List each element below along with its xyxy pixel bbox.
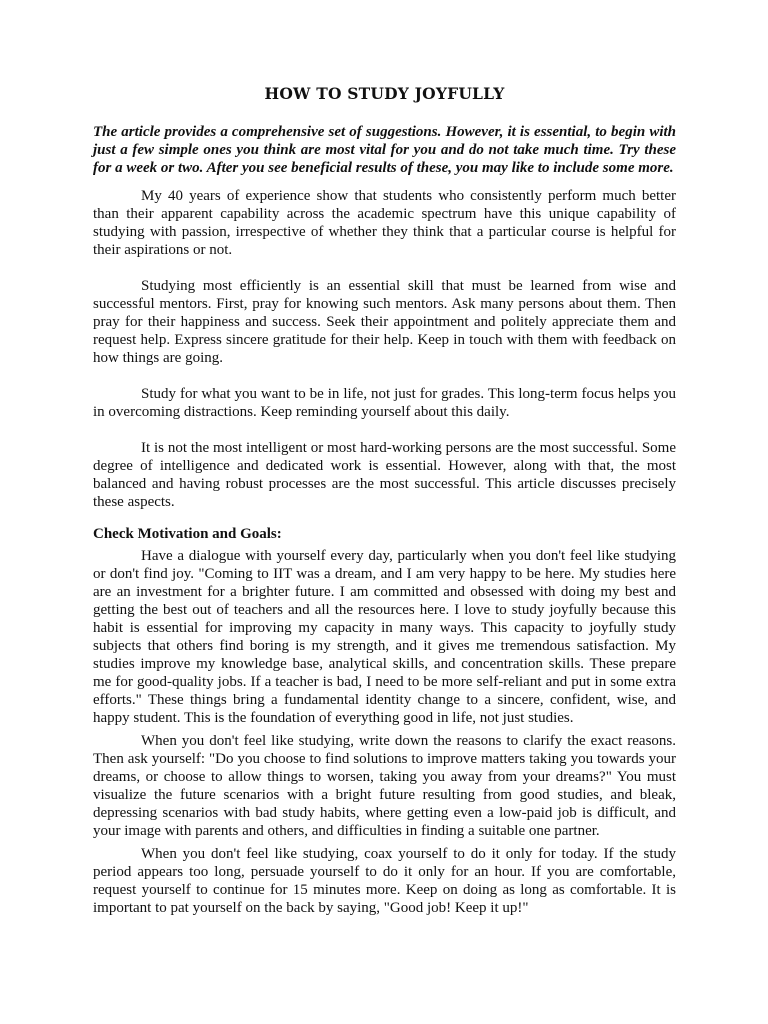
body-paragraph-1: My 40 years of experience show that students who consistently perform much better than their apparent capability across the academic spectrum have this unique capability of studying with passion, irrespective of whether they think that a particular course is helpful for their aspirations or not. <box>93 188 676 258</box>
document-page <box>93 84 676 917</box>
body-paragraph-4: It is not the most intelligent or most hard-working persons are the most successful. Some degree of intelligence and dedicated work is essential. However, along with that, the most balanced and having robust processes are the most successful. This article discusses precisely these aspects. <box>93 440 676 510</box>
intro-paragraph: The article provides a comprehensive set of suggestions. However, it is essential, to begin with just a few simple ones you think are most vital for you and do not take much time. Try these for a week or two. After you see beneficial results of these, you may like to include some more. <box>93 124 676 176</box>
section-paragraph-2: When you don't feel like studying, write down the reasons to clarify the exact reasons. Then ask yourself: "Do you choose to find solutions to improve matters taking you towards your dreams, or choose to allow things to worsen, taking you away from your dreams?" You must visualize the future scenarios with a bright future resulting from good studies, and bleak, depressing scenarios with bad study habits, where getting even a low-paid job is difficult, and your image with parents and others, and difficulties in finding a suitable one partner. <box>93 733 676 839</box>
body-paragraph-3: Study for what you want to be in life, not just for grades. This long-term focus helps you in overcoming distractions. Keep reminding yourself about this daily. <box>93 386 676 420</box>
section-paragraph-1: Have a dialogue with yourself every day, particularly when you don't feel like studying or don't find joy. "Coming to IIT was a dream, and I am very happy to be here. My studies here are an investment for a brighter future. I am committed and obsessed with doing my best and getting the best out of teachers and all the resources here. I love to study joyfully because this habit is essential for improving my capacity in many ways. This capacity to joyfully study subjects that others find boring is my strength, and it gives me tremendous satisfaction. My studies improve my knowledge base, analytical skills, and concentration skills. These prepare me for good-quality jobs. If a teacher is bad, I need to be more self-reliant and put in some extra efforts." These things bring a fundamental identity change to a sincere, confident, wise, and happy student. This is the foundation of everything good in life, not just studies. <box>93 548 676 726</box>
section-paragraph-3: When you don't feel like studying, coax yourself to do it only for today. If the study period appears too long, persuade yourself to do it only for an hour. If you are comfortable, request yourself to continue for 15 minutes more. Keep on doing as long as comfortable. It is important to pat yourself on the back by saying, "Good job! Keep it up!" <box>93 846 676 916</box>
document-title: HOW TO STUDY JOYFULLY <box>264 84 505 103</box>
body-paragraph-2: Studying most efficiently is an essential skill that must be learned from wise and successful mentors. First, pray for knowing such mentors. Ask many persons about them. Then pray for their happiness and success. Seek their appointment and politely appreciate them and request help. Express sincere gratitude for their help. Keep in touch with them with feedback on how things are going. <box>93 278 676 366</box>
section-heading: Check Motivation and Goals: <box>93 526 282 542</box>
